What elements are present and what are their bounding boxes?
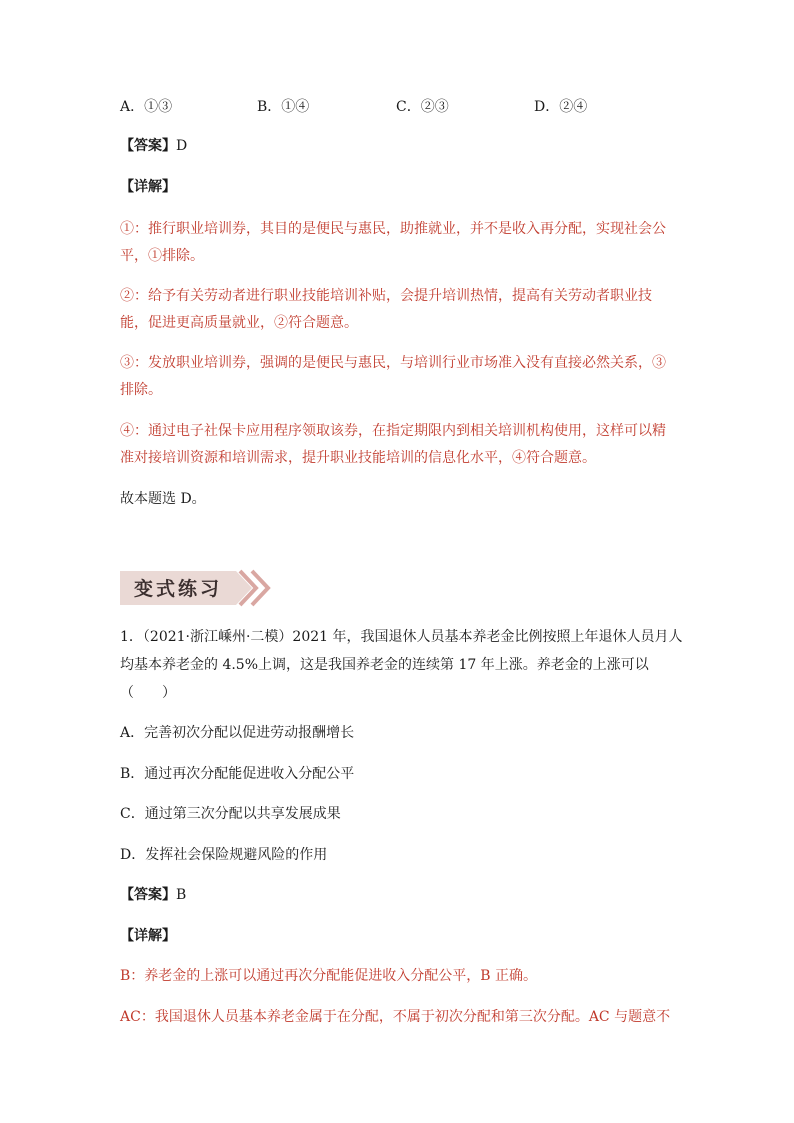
explain-2-line-2: 能，促进更高质量就业，②符合题意。 [120, 315, 358, 331]
q2-answer-label: 【答案】 [120, 887, 176, 903]
q2-stem-line-1: 1．（2021·浙江嵊州·二模）2021 年，我国退休人员基本养老金比例按照上年退休人员月人 [120, 629, 683, 645]
q2-option-a: A．完善初次分配以促进劳动报酬增长 [120, 725, 355, 741]
explain-3-line-2: 排除。 [120, 382, 162, 398]
q2-answer-line [120, 886, 186, 904]
option-c: C．②③ [396, 99, 449, 115]
q2-option-d: D．发挥社会保险规避风险的作用 [120, 847, 328, 863]
explain-1-line-2: 平，①排除。 [120, 248, 204, 264]
option-b: B．①④ [257, 99, 310, 115]
explain-3-line-1: ③：发放职业培训券，强调的是便民与惠民，与培训行业市场准入没有直接必然关系，③ [120, 355, 666, 371]
answer-line [120, 137, 187, 155]
q2-option-b: B．通过再次分配能促进收入分配公平 [120, 766, 355, 782]
q2-option-c: C．通过第三次分配以共享发展成果 [120, 806, 341, 822]
explain-4-line-1: ④：通过电子社保卡应用程序领取该券，在指定期限内到相关培训机构使用，这样可以精 [120, 423, 666, 439]
q2-stem-line-2: 均基本养老金的 4.5%上调，这是我国养老金的连续第 17 年上涨。养老金的上涨可以 [120, 657, 649, 673]
explain-2-line-1: ②：给予有关劳动者进行职业技能培训补贴，会提升培训热情，提高有关劳动者职业技 [120, 288, 652, 304]
conclusion: 故本题选 D。 [120, 491, 206, 507]
q2-stem-line-3: （ ） [120, 685, 176, 701]
q2-answer-value: B [176, 887, 187, 903]
answer-value: D [176, 138, 188, 154]
q2-explain-1: B：养老金的上涨可以通过再次分配能促进收入分配公平，B 正确。 [120, 968, 538, 984]
option-a: A．①③ [120, 99, 173, 115]
section-title: 变式练习 [134, 578, 223, 600]
detail-label: 【详解】 [120, 179, 176, 195]
section-banner [120, 569, 272, 607]
answer-label: 【答案】 [120, 138, 176, 154]
explain-1-line-1: ①：推行职业培训券，其目的是便民与惠民，助推就业，并不是收入再分配，实现社会公 [120, 221, 666, 237]
q2-detail-label: 【详解】 [120, 928, 176, 944]
explain-4-line-2: 准对接培训资源和培训需求，提升职业技能培训的信息化水平，④符合题意。 [120, 450, 596, 466]
q2-explain-2: AC：我国退休人员基本养老金属于在分配，不属于初次分配和第三次分配。AC 与题意不 [120, 1009, 671, 1025]
option-d: D．②④ [534, 99, 588, 115]
